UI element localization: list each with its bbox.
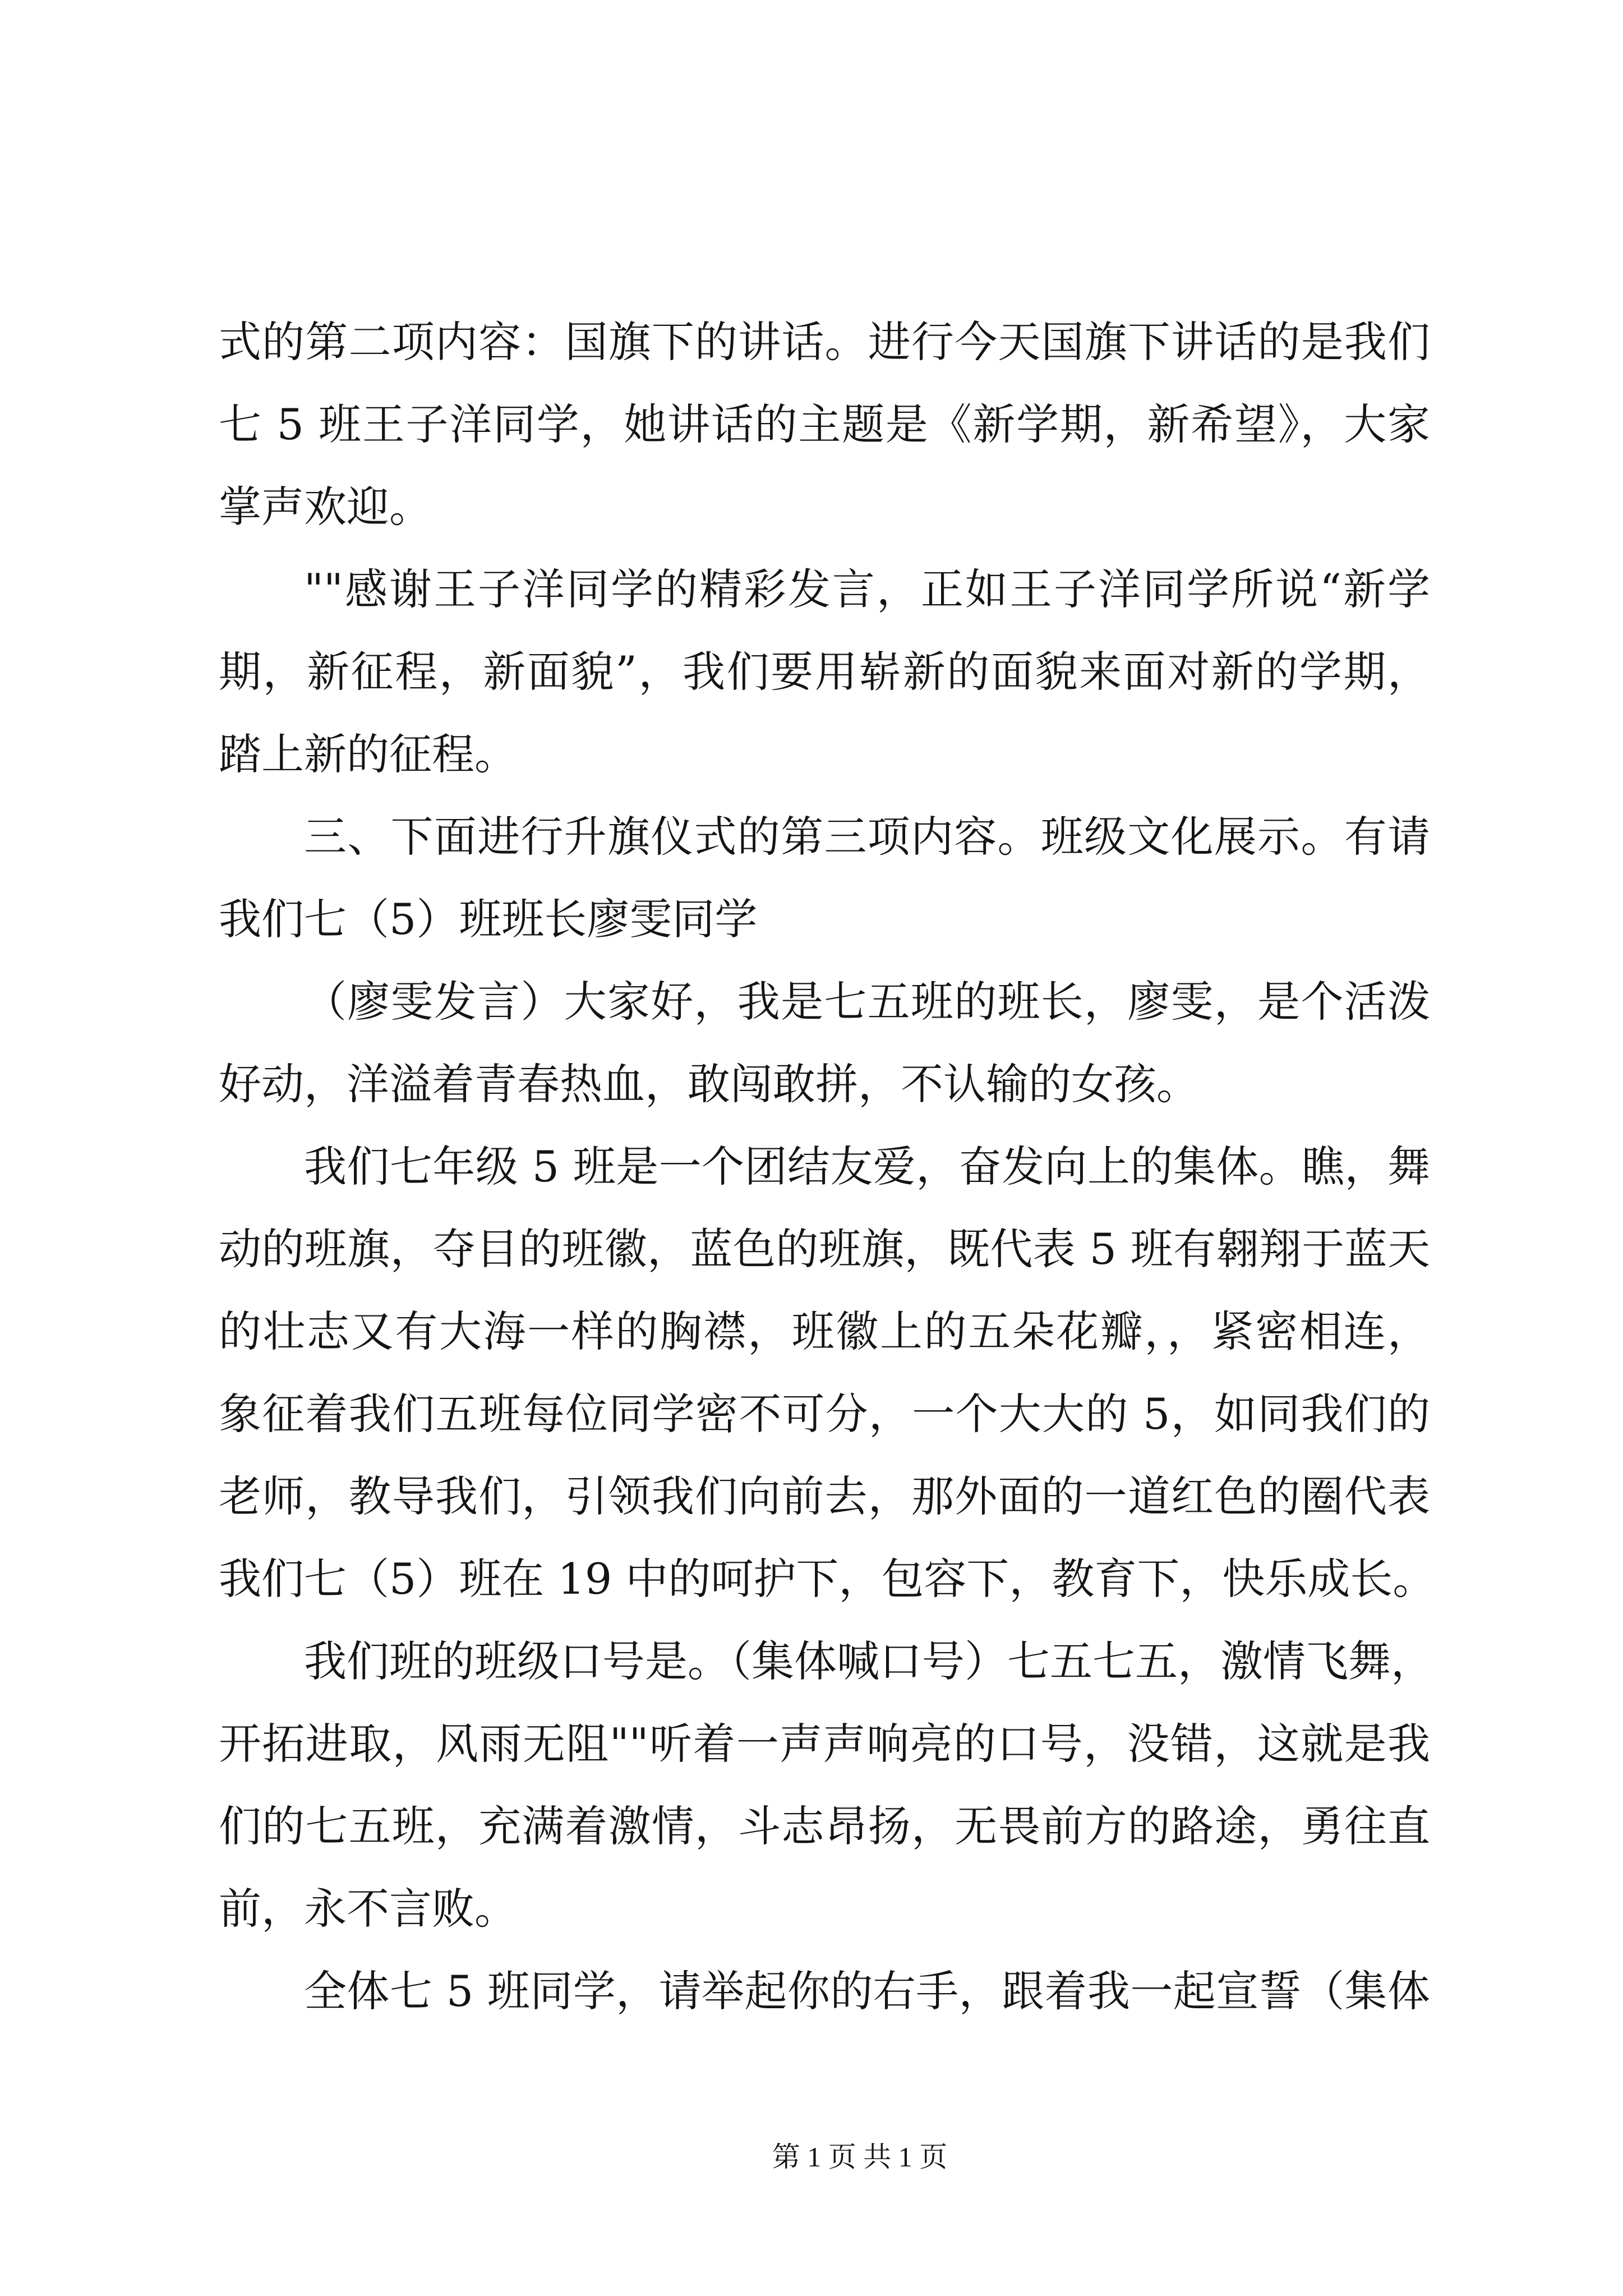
text-line: 前，永不言败。 bbox=[219, 1884, 517, 1934]
paragraph bbox=[219, 1125, 1436, 1620]
paragraph bbox=[219, 960, 1430, 1125]
paragraph bbox=[219, 1950, 1430, 2032]
text-line: 期，新征程，新面貌”，我们要用崭新的面貌来面对新的学期， bbox=[219, 647, 1430, 697]
text-line: 动的班旗，夺目的班徽，蓝色的班旗，既代表 5 班有翱翔于蓝天 bbox=[219, 1224, 1430, 1274]
text-line: 象征着我们五班每位同学密不可分，一个大大的 5，如同我们的 bbox=[219, 1389, 1430, 1439]
text-line: 式的第二项内容：国旗下的讲话。进行今天国旗下讲话的是我们 bbox=[219, 317, 1430, 367]
text-line: 们的七五班，充满着激情，斗志昂扬，无畏前方的路途，勇往直 bbox=[219, 1801, 1430, 1851]
text-line: 老师，教导我们，引领我们向前去，那外面的一道红色的圈代表 bbox=[219, 1471, 1430, 1521]
text-line: 好动，洋溢着青春热血，敢闯敢拼，不认输的女孩。 bbox=[219, 1059, 1199, 1109]
paragraph bbox=[219, 795, 1430, 960]
page-footer: 第 1 页 共 1 页 bbox=[772, 2141, 948, 2173]
text-line: 掌声欢迎。 bbox=[219, 482, 432, 532]
document-body bbox=[219, 301, 1436, 2032]
paragraph bbox=[219, 548, 1430, 795]
text-line: 我们七年级 5 班是一个团结友爱，奋发向上的集体。瞧，舞 bbox=[304, 1142, 1430, 1191]
text-line: 我们班的班级口号是。（集体喊口号）七五七五，激情飞舞， bbox=[304, 1636, 1433, 1686]
text-line: 我们七（5）班班长廖雯同学 bbox=[219, 894, 758, 944]
text-line: 我们七（5）班在 19 中的呵护下，包容下，教育下，快乐成长。 bbox=[219, 1554, 1436, 1604]
text-line: ""感谢王子洋同学的精彩发言，正如王子洋同学所说“新学 bbox=[304, 564, 1430, 614]
text-line: 三、下面进行升旗仪式的第三项内容。班级文化展示。有请 bbox=[304, 812, 1430, 862]
text-line: 全体七 5 班同学，请举起你的右手，跟着我一起宣誓（集体 bbox=[304, 1966, 1430, 2016]
text-line: 开拓进取，风雨无阻""听着一声声响亮的口号，没错，这就是我 bbox=[219, 1719, 1430, 1769]
text-line: 的壮志又有大海一样的胸襟，班徽上的五朵花瓣，，紧密相连， bbox=[219, 1306, 1430, 1356]
paragraph bbox=[219, 301, 1430, 548]
text-line: 踏上新的征程。 bbox=[219, 729, 517, 779]
paragraph bbox=[219, 1620, 1433, 1950]
text-line: （廖雯发言）大家好，我是七五班的班长，廖雯，是个活泼 bbox=[304, 977, 1430, 1027]
text-line: 七 5 班王子洋同学，她讲话的主题是《新学期，新希望》，大家 bbox=[219, 399, 1430, 449]
